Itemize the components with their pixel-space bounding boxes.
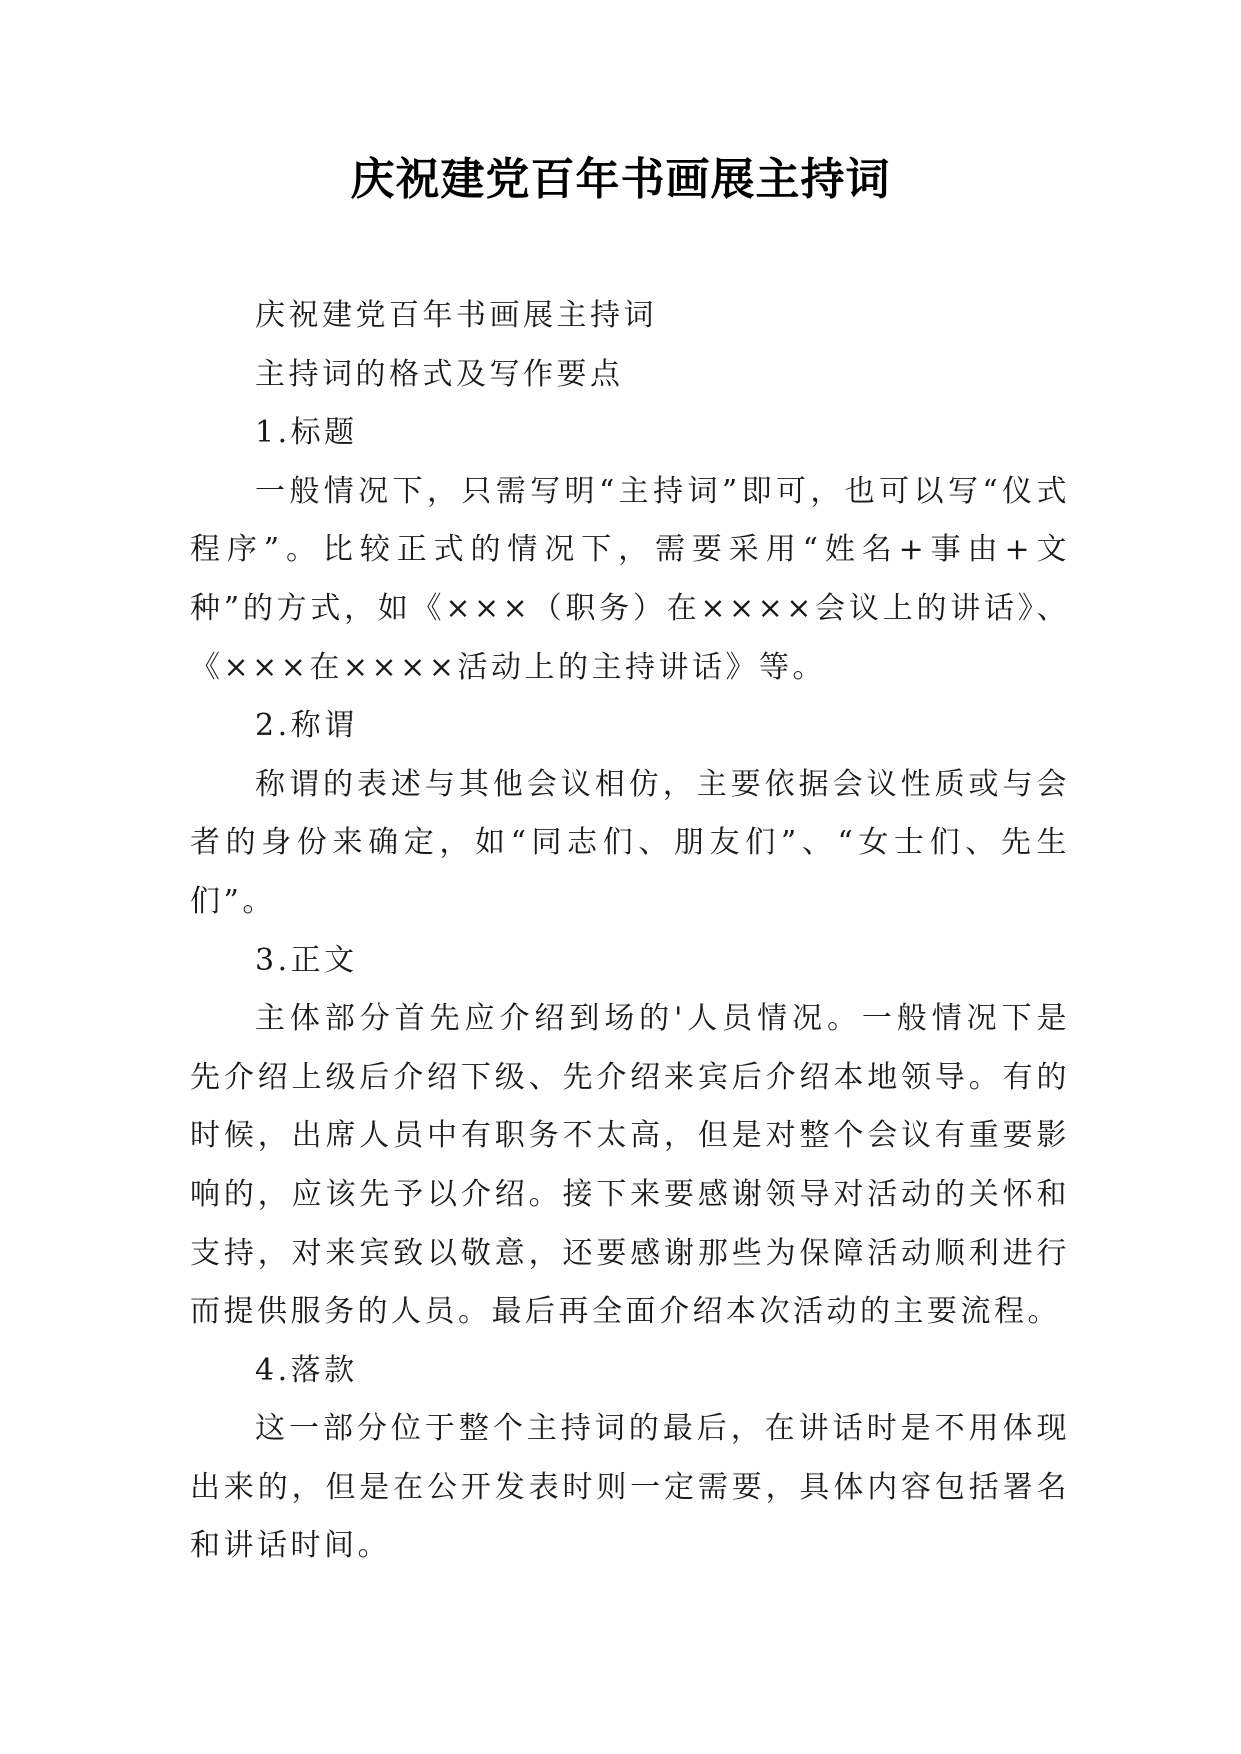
paragraph-title-body: 一般情况下，只需写明“主持词”即可，也可以写“仪式程序”。比较正式的情况下，需要采用“姓名+事由+文种”的方式，如《×××（职务）在××××会议上的讲话》、《×××在××××活动上的主持讲话》等。 — [190, 473, 1070, 685]
section-heading-salutation: 2.称谓 — [255, 708, 358, 744]
paragraph-subtitle: 庆祝建党百年书画展主持词 — [255, 298, 657, 333]
paragraph-salutation-body: 称谓的表述与其他会议相仿，主要依据会议性质或与会者的身份来确定，如“同志们、朋友们”、“女士们、先生们”。 — [190, 766, 1070, 919]
section-heading-title: 1.标题 — [255, 415, 358, 451]
section-heading-signature: 4.落款 — [255, 1352, 358, 1388]
document-body — [190, 287, 1070, 1576]
section-heading-main-text: 3.正文 — [255, 942, 358, 978]
paragraph-main-text-body: 主体部分首先应介绍到场的'人员情况。一般情况下是先介绍上级后介绍下级、先介绍来宾后介绍本地领导。有的时候，出席人员中有职务不太高，但是对整个会议有重要影响的，应该先予以介绍。接下来要感谢领导对活动的关怀和支持，对来宾致以敬意，还要感谢那些为保障活动顺利进行而提供服务的人员。最后再全面介绍本次活动的主要流程。 — [190, 1001, 1070, 1330]
paragraph-heading-format: 主持词的格式及写作要点 — [255, 356, 624, 392]
paragraph-signature-body: 这一部分位于整个主持词的最后，在讲话时是不用体现出来的，但是在公开发表时则一定需要，具体内容包括署名和讲话时间。 — [190, 1411, 1070, 1564]
document-title: 庆祝建党百年书画展主持词 — [350, 154, 891, 205]
